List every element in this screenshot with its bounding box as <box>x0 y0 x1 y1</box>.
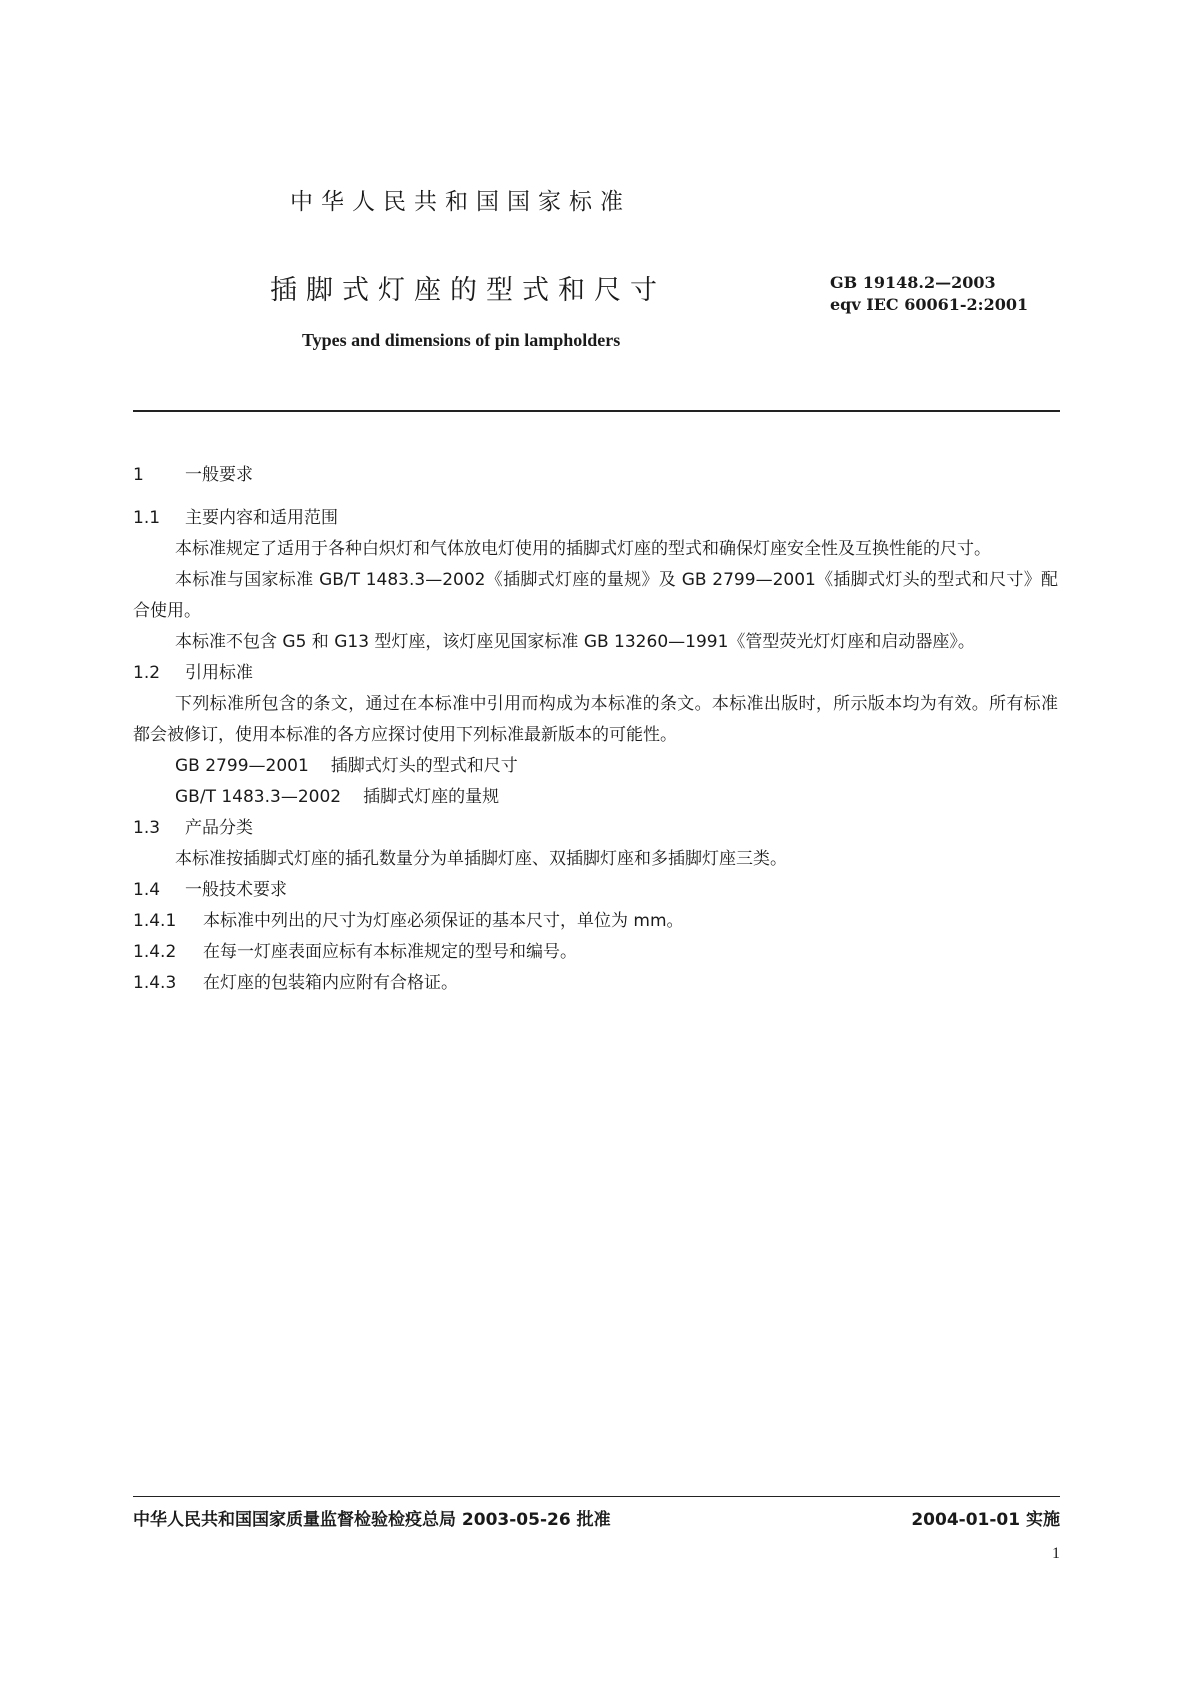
paragraph: 下列标准所包含的条文，通过在本标准中引用而构成为本标准的条文。本标准出版时，所示版本均为有效。所有标准都会被修订，使用本标准的各方应探讨使用下列标准最新版本的可能性。 <box>133 694 1058 745</box>
section-title: 产品分类 <box>185 818 253 838</box>
reference-title: 插脚式灯头的型式和尺寸 <box>330 756 518 776</box>
section-number: 1.3 <box>133 818 161 838</box>
section-title: 一般要求 <box>185 465 253 485</box>
section-1-3-heading <box>133 813 1058 844</box>
section-number: 1.4 <box>133 880 161 900</box>
reference-code: GB 2799—2001 <box>175 756 309 776</box>
section-title: 主要内容和适用范围 <box>185 508 338 528</box>
implementation-date: 2004-01-01 实施 <box>911 1510 1060 1530</box>
reference-item <box>133 782 1058 813</box>
section-1-1-heading <box>133 503 1058 534</box>
section-number: 1.2 <box>133 663 161 683</box>
clause-text: 在每一灯座表面应标有本标准规定的型号和编号。 <box>203 942 577 962</box>
footer-divider <box>133 1496 1060 1497</box>
section-1-4-heading <box>133 875 1058 906</box>
clause-1-4-1 <box>133 906 1058 937</box>
document-title: 插脚式灯座的型式和尺寸 <box>270 275 666 306</box>
document-body <box>133 460 1058 999</box>
paragraph: 本标准按插脚式灯座的插孔数量分为单插脚灯座、双插脚灯座和多插脚灯座三类。 <box>175 849 787 869</box>
reference-title: 插脚式灯座的量规 <box>363 787 500 807</box>
clause-number: 1.4.2 <box>133 942 177 962</box>
approval-statement: 中华人民共和国国家质量监督检验检疫总局 2003-05-26 批准 <box>133 1510 611 1530</box>
clause-1-4-3 <box>133 968 1058 999</box>
section-title: 一般技术要求 <box>185 880 287 900</box>
standard-number: GB 19148.2—2003 <box>830 273 996 292</box>
equivalent-standard: eqv IEC 60061-2:2001 <box>830 295 1029 314</box>
reference-item <box>133 751 1058 782</box>
section-title: 引用标准 <box>185 663 253 683</box>
clause-number: 1.4.1 <box>133 911 177 931</box>
paragraph: 本标准规定了适用于各种白炽灯和气体放电灯使用的插脚式灯座的型式和确保灯座安全性及互换性能的尺寸。 <box>175 539 991 559</box>
clause-text: 本标准中列出的尺寸为灯座必须保证的基本尺寸，单位为 mm。 <box>203 911 684 931</box>
paragraph: 本标准与国家标准 GB/T 1483.3—2002《插脚式灯座的量规》及 GB 2799—2001《插脚式灯头的型式和尺寸》配合使用。 <box>133 570 1058 621</box>
paragraph: 本标准不包含 G5 和 G13 型灯座，该灯座见国家标准 GB 13260—1991《管型荧光灯灯座和启动器座》。 <box>175 632 975 652</box>
standard-number-block <box>830 272 1028 316</box>
english-title: Types and dimensions of pin lampholders <box>302 330 621 350</box>
section-number: 1 <box>133 465 144 485</box>
page-number: 1 <box>1052 1545 1060 1562</box>
clause-1-4-2 <box>133 937 1058 968</box>
clause-number: 1.4.3 <box>133 973 177 993</box>
section-1-heading <box>133 460 1058 491</box>
section-1-2-heading <box>133 658 1058 689</box>
reference-code: GB/T 1483.3—2002 <box>175 787 342 807</box>
header-divider <box>133 410 1060 412</box>
national-standard-heading: 中华人民共和国国家标准 <box>290 189 631 215</box>
clause-text: 在灯座的包装箱内应附有合格证。 <box>203 973 458 993</box>
section-number: 1.1 <box>133 508 161 528</box>
